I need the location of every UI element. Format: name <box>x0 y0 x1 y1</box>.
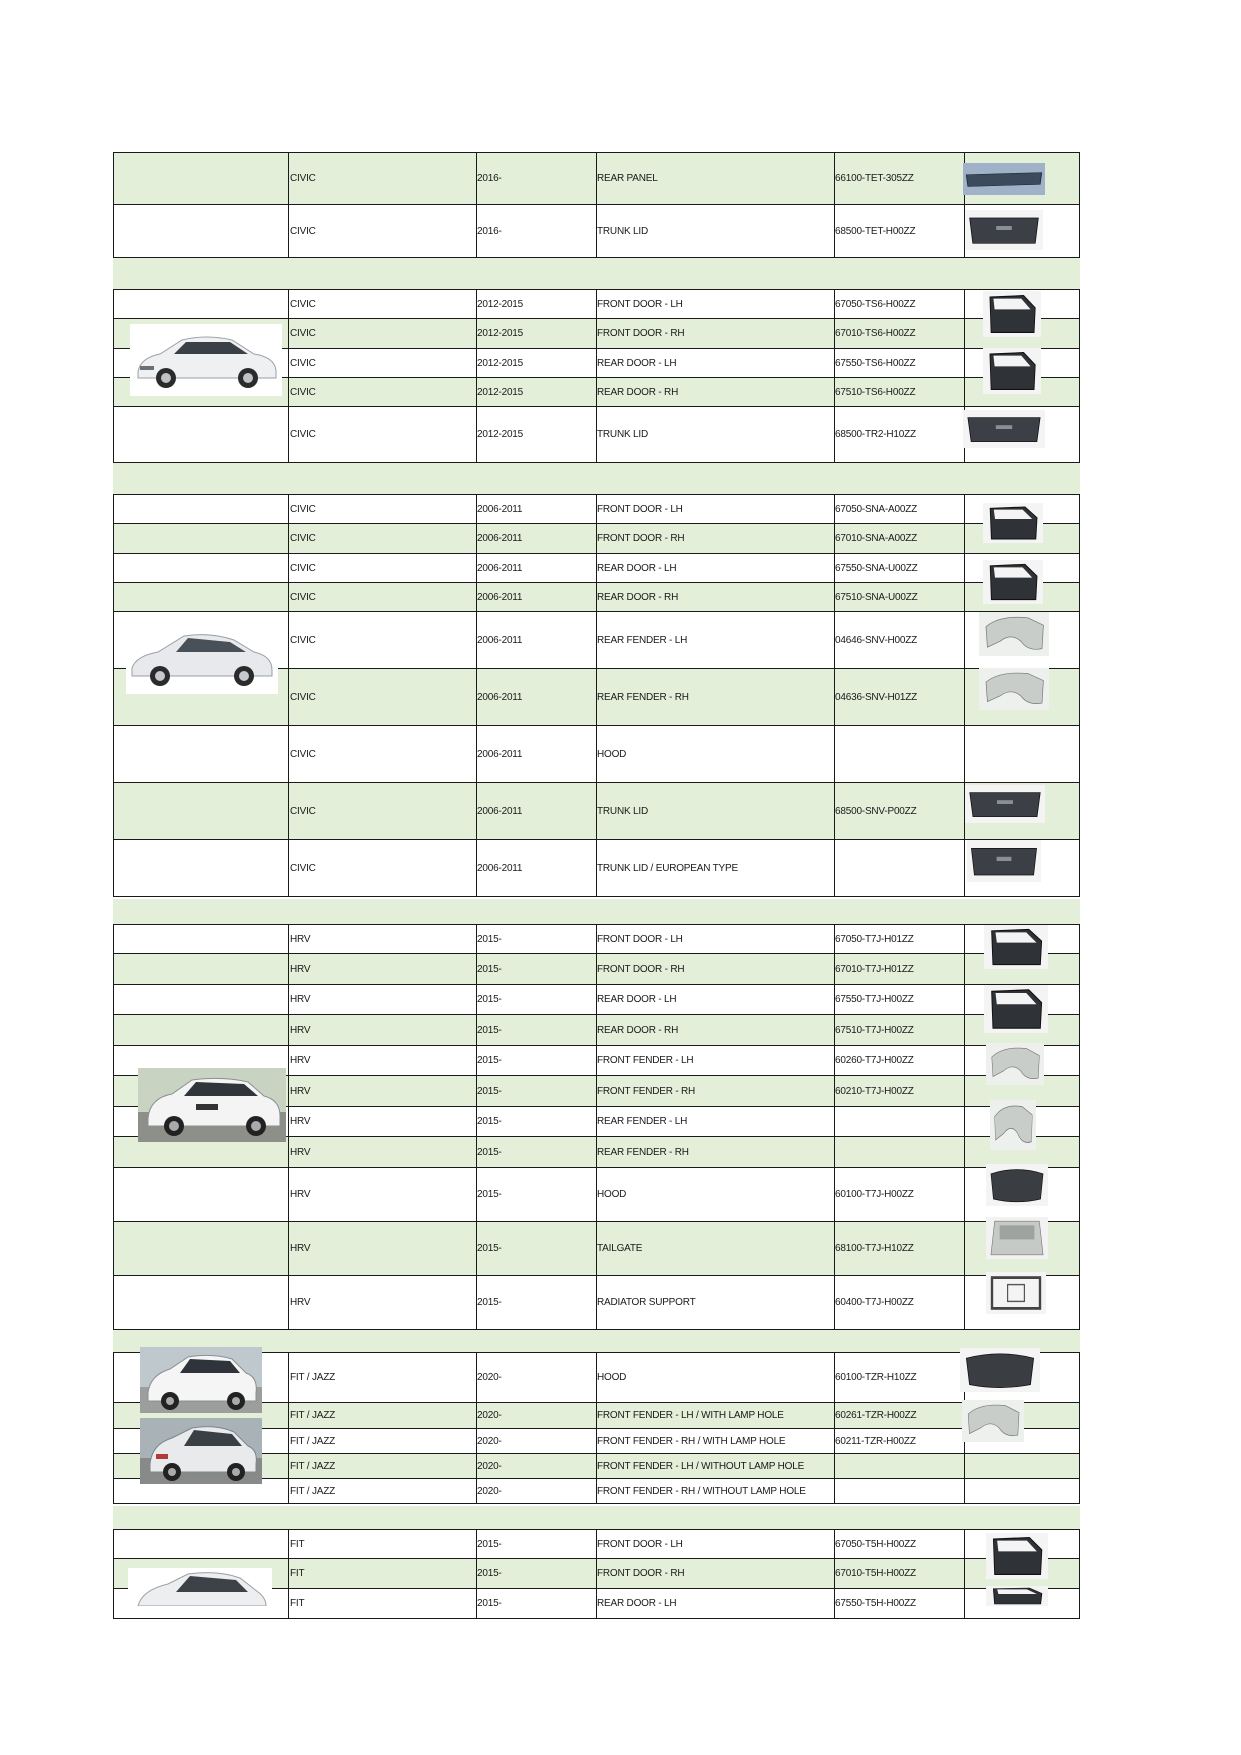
door-panel-icon <box>983 560 1043 604</box>
part-cell: TRUNK LID <box>597 225 648 237</box>
column-divider <box>288 1454 289 1478</box>
year-cell: 2016- <box>477 225 502 237</box>
year-cell: 2015- <box>477 1116 502 1127</box>
year-cell: 2020- <box>477 1485 502 1497</box>
year-cell: 2015- <box>477 933 502 945</box>
part-cell: REAR DOOR - LH <box>597 357 677 369</box>
column-divider <box>964 1276 965 1329</box>
column-divider <box>964 524 965 553</box>
year-cell: 2015- <box>477 1024 502 1036</box>
fender-icon <box>979 668 1049 710</box>
rear-panel-icon <box>963 163 1045 195</box>
column-divider <box>288 290 289 318</box>
column-divider <box>288 726 289 782</box>
column-divider <box>288 1107 289 1136</box>
year-cell: 2006-2011 <box>477 634 523 646</box>
partno-cell: 67510-T7J-H00ZZ <box>835 1024 914 1036</box>
table-row <box>113 1168 1080 1222</box>
year-cell: 2006-2011 <box>477 562 523 574</box>
column-divider <box>288 205 289 257</box>
fit-2015-hatchback-photo <box>128 1568 272 1606</box>
section-spacer <box>113 899 1080 924</box>
column-divider <box>288 669 289 725</box>
column-divider <box>288 319 289 348</box>
partno-cell: 66100-TET-305ZZ <box>835 173 914 184</box>
trunk-lid-icon <box>965 210 1043 250</box>
part-cell: FRONT FENDER - RH / WITH LAMP HOLE <box>597 1435 786 1447</box>
column-divider <box>834 1107 835 1136</box>
model-cell: HRV <box>290 963 311 975</box>
partno-cell: 04636-SNV-H01ZZ <box>835 691 918 703</box>
column-divider <box>964 495 965 523</box>
table-row <box>113 1015 1080 1046</box>
year-cell: 2015- <box>477 1085 502 1097</box>
model-cell: FIT / JAZZ <box>290 1372 336 1383</box>
column-divider <box>964 1454 965 1478</box>
partno-cell: 60210-T7J-H00ZZ <box>835 1085 914 1097</box>
trunk-lid-icon <box>965 785 1045 823</box>
partno-cell: 67050-T5H-H00ZZ <box>835 1538 916 1550</box>
year-cell: 2015- <box>477 1598 502 1609</box>
column-divider <box>288 985 289 1014</box>
column-divider <box>288 1429 289 1453</box>
model-cell: HRV <box>290 1189 311 1200</box>
partno-cell: 68100-T7J-H10ZZ <box>835 1243 914 1254</box>
model-cell: CIVIC <box>290 503 316 515</box>
year-cell: 2012-2015 <box>477 429 524 440</box>
trunk-lid-icon <box>967 840 1041 882</box>
column-divider <box>964 1530 965 1558</box>
table-row <box>113 1222 1080 1276</box>
column-divider <box>288 407 289 462</box>
hrv-2015-suv-photo <box>138 1068 286 1142</box>
model-cell: HRV <box>290 1146 311 1158</box>
model-cell: CIVIC <box>290 386 316 398</box>
model-cell: FIT <box>290 1568 305 1579</box>
radiator-support-icon <box>986 1272 1046 1314</box>
part-cell: TRUNK LID <box>597 429 648 440</box>
column-divider <box>288 1589 289 1618</box>
model-cell: FIT / JAZZ <box>290 1460 336 1472</box>
column-divider <box>288 378 289 406</box>
column-divider <box>288 1015 289 1045</box>
model-cell: FIT / JAZZ <box>290 1410 336 1421</box>
table-row <box>113 289 1080 319</box>
year-cell: 2015- <box>477 1297 502 1308</box>
partno-cell: 60100-T7J-H00ZZ <box>835 1189 914 1200</box>
model-cell: HRV <box>290 1055 311 1066</box>
column-divider <box>288 524 289 553</box>
model-cell: HRV <box>290 1116 311 1127</box>
column-divider <box>964 1168 965 1221</box>
column-divider <box>834 840 835 896</box>
civic-2006-sedan-photo <box>126 622 278 694</box>
column-divider <box>288 840 289 896</box>
year-cell: 2016- <box>477 173 502 184</box>
column-divider <box>288 1403 289 1428</box>
table-row <box>113 152 1080 205</box>
year-cell: 2015- <box>477 994 502 1005</box>
part-cell: FRONT DOOR - RH <box>597 533 685 544</box>
year-cell: 2006-2011 <box>477 503 523 515</box>
column-divider <box>964 1015 965 1045</box>
column-divider <box>288 1559 289 1588</box>
part-cell: REAR DOOR - RH <box>597 386 679 398</box>
part-cell: FRONT FENDER - LH <box>597 1055 694 1066</box>
part-cell: HOOD <box>597 1372 627 1383</box>
model-cell: CIVIC <box>290 591 316 603</box>
part-cell: HOOD <box>597 1189 627 1200</box>
part-cell: REAR PANEL <box>597 173 658 184</box>
column-divider <box>964 1137 965 1167</box>
column-divider <box>964 669 965 725</box>
partno-cell: 67010-T5H-H00ZZ <box>835 1568 916 1579</box>
part-cell: REAR DOOR - RH <box>597 591 679 603</box>
partno-cell: 67010-SNA-A00ZZ <box>835 533 918 544</box>
part-cell: HOOD <box>597 748 627 760</box>
column-divider <box>964 612 965 668</box>
column-divider <box>288 925 289 953</box>
column-divider <box>288 1222 289 1275</box>
door-panel-icon <box>986 1586 1048 1606</box>
section-spacer <box>113 463 1080 494</box>
year-cell: 2015- <box>477 1243 502 1254</box>
hood-icon <box>960 1348 1040 1392</box>
column-divider <box>288 1276 289 1329</box>
column-divider <box>964 1559 965 1588</box>
part-cell: REAR FENDER - RH <box>597 691 689 703</box>
table-row <box>113 840 1080 897</box>
partno-cell: 67550-T7J-H00ZZ <box>835 994 914 1005</box>
column-divider <box>964 319 965 348</box>
column-divider <box>964 1589 965 1618</box>
model-cell: HRV <box>290 1243 311 1254</box>
column-divider <box>288 554 289 582</box>
part-cell: REAR DOOR - LH <box>597 1598 677 1609</box>
year-cell: 2020- <box>477 1435 502 1447</box>
model-cell: CIVIC <box>290 225 316 237</box>
door-panel-icon <box>986 1533 1048 1579</box>
tailgate-icon <box>986 1217 1048 1259</box>
model-cell: CIVIC <box>290 429 316 440</box>
model-cell: CIVIC <box>290 533 316 544</box>
hood-icon <box>986 1164 1048 1206</box>
column-divider <box>288 612 289 668</box>
model-cell: CIVIC <box>290 634 316 646</box>
table-row <box>113 494 1080 524</box>
year-cell: 2015- <box>477 1189 502 1200</box>
table-row <box>113 1529 1080 1559</box>
column-divider <box>288 1353 289 1402</box>
part-cell: FRONT FENDER - LH / WITHOUT LAMP HOLE <box>597 1460 805 1472</box>
column-divider <box>964 925 965 953</box>
year-cell: 2012-2015 <box>477 298 524 310</box>
part-cell: REAR FENDER - LH <box>597 634 688 646</box>
part-cell: REAR FENDER - RH <box>597 1146 689 1158</box>
partno-cell: 68500-TET-H00ZZ <box>835 225 916 237</box>
column-divider <box>288 1046 289 1075</box>
part-cell: TRUNK LID / EUROPEAN TYPE <box>597 862 738 874</box>
model-cell: CIVIC <box>290 691 316 703</box>
column-divider <box>288 954 289 984</box>
year-cell: 2015- <box>477 1568 502 1579</box>
table-row <box>113 407 1080 463</box>
door-panel-icon <box>983 503 1043 543</box>
year-cell: 2006-2011 <box>477 533 523 544</box>
column-divider <box>964 1107 965 1136</box>
model-cell: HRV <box>290 933 311 945</box>
partno-cell: 67050-SNA-A00ZZ <box>835 503 918 515</box>
partno-cell: 67010-TS6-H00ZZ <box>835 328 916 339</box>
partno-cell: 04646-SNV-H00ZZ <box>835 634 918 646</box>
model-cell: FIT <box>290 1538 305 1550</box>
model-cell: CIVIC <box>290 328 316 339</box>
partno-cell: 67550-T5H-H00ZZ <box>835 1598 916 1609</box>
table-row <box>113 554 1080 583</box>
column-divider <box>834 1454 835 1478</box>
year-cell: 2012-2015 <box>477 328 524 339</box>
table-row <box>113 205 1080 258</box>
part-cell: REAR FENDER - LH <box>597 1116 688 1127</box>
model-cell: HRV <box>290 994 311 1005</box>
table-row <box>113 583 1080 612</box>
column-divider <box>964 290 965 318</box>
column-divider <box>964 1222 965 1275</box>
part-cell: FRONT FENDER - RH <box>597 1085 696 1097</box>
column-divider <box>288 1479 289 1503</box>
column-divider <box>834 1479 835 1503</box>
column-divider <box>288 1530 289 1558</box>
fender-icon <box>986 1043 1044 1085</box>
partno-cell: 67550-TS6-H00ZZ <box>835 357 916 369</box>
column-divider <box>834 726 835 782</box>
model-cell: CIVIC <box>290 562 316 574</box>
model-cell: CIVIC <box>290 357 316 369</box>
partno-cell: 68500-SNV-P00ZZ <box>835 805 917 817</box>
door-panel-icon <box>984 985 1048 1033</box>
partno-cell: 67050-TS6-H00ZZ <box>835 298 916 310</box>
column-divider <box>288 1168 289 1221</box>
column-divider <box>964 378 965 406</box>
part-cell: FRONT DOOR - LH <box>597 503 683 515</box>
column-divider <box>288 495 289 523</box>
year-cell: 2006-2011 <box>477 691 523 703</box>
section-spacer <box>113 258 1080 289</box>
fender-icon <box>990 1100 1036 1150</box>
partno-cell: 67050-T7J-H01ZZ <box>835 933 914 945</box>
model-cell: CIVIC <box>290 748 316 760</box>
year-cell: 2012-2015 <box>477 386 524 398</box>
model-cell: CIVIC <box>290 173 316 184</box>
column-divider <box>964 726 965 782</box>
partno-cell: 68500-TR2-H10ZZ <box>835 429 916 440</box>
partno-cell: 60100-TZR-H10ZZ <box>835 1372 917 1383</box>
fender-icon <box>979 612 1049 656</box>
year-cell: 2015- <box>477 1538 502 1550</box>
table-row <box>113 524 1080 554</box>
partno-cell: 67510-TS6-H00ZZ <box>835 386 916 398</box>
model-cell: HRV <box>290 1297 311 1308</box>
part-cell: FRONT FENDER - RH / WITHOUT LAMP HOLE <box>597 1485 806 1497</box>
year-cell: 2015- <box>477 1055 502 1066</box>
model-cell: HRV <box>290 1024 311 1036</box>
table-row <box>113 924 1080 954</box>
year-cell: 2012-2015 <box>477 357 524 369</box>
column-divider <box>964 954 965 984</box>
column-divider <box>288 153 289 204</box>
model-cell: CIVIC <box>290 862 316 874</box>
section-spacer <box>113 1506 1080 1529</box>
part-cell: REAR DOOR - LH <box>597 994 677 1005</box>
partno-cell: 67010-T7J-H01ZZ <box>835 963 914 975</box>
table-row <box>113 985 1080 1015</box>
partno-cell: 60400-T7J-H00ZZ <box>835 1297 914 1308</box>
part-cell: TAILGATE <box>597 1243 643 1254</box>
partno-cell: 67550-SNA-U00ZZ <box>835 562 918 574</box>
model-cell: FIT / JAZZ <box>290 1435 336 1447</box>
part-cell: FRONT DOOR - LH <box>597 933 683 945</box>
model-cell: CIVIC <box>290 805 316 817</box>
model-cell: HRV <box>290 1085 311 1097</box>
year-cell: 2020- <box>477 1372 502 1383</box>
part-cell: FRONT FENDER - LH / WITH LAMP HOLE <box>597 1410 784 1421</box>
column-divider <box>964 985 965 1014</box>
column-divider <box>964 1046 965 1075</box>
fender-icon <box>962 1400 1024 1442</box>
table-row <box>113 954 1080 985</box>
column-divider <box>964 554 965 582</box>
part-cell: FRONT DOOR - RH <box>597 963 685 975</box>
part-cell: REAR DOOR - LH <box>597 562 677 574</box>
year-cell: 2015- <box>477 963 502 975</box>
column-divider <box>288 349 289 377</box>
partno-cell: 67510-SNA-U00ZZ <box>835 591 918 603</box>
column-divider <box>964 349 965 377</box>
column-divider <box>288 583 289 611</box>
part-cell: FRONT DOOR - RH <box>597 1568 685 1579</box>
part-cell: REAR DOOR - RH <box>597 1024 679 1036</box>
year-cell: 2006-2011 <box>477 862 523 874</box>
door-panel-icon <box>983 348 1041 394</box>
column-divider <box>964 840 965 896</box>
column-divider <box>834 1137 835 1167</box>
part-cell: FRONT DOOR - RH <box>597 328 685 339</box>
table-row <box>113 726 1080 783</box>
civic-2012-sedan-photo <box>130 324 282 396</box>
year-cell: 2006-2011 <box>477 805 523 817</box>
fit-2020-rear-photo <box>140 1418 262 1484</box>
model-cell: CIVIC <box>290 298 316 310</box>
partno-cell: 60261-TZR-H00ZZ <box>835 1410 917 1421</box>
door-panel-icon <box>983 291 1041 337</box>
column-divider <box>288 1137 289 1167</box>
column-divider <box>288 1076 289 1106</box>
door-panel-icon <box>984 925 1048 969</box>
partno-cell: 60211-TZR-H00ZZ <box>835 1435 916 1447</box>
model-cell: FIT / JAZZ <box>290 1485 336 1497</box>
table-row <box>113 783 1080 840</box>
model-cell: FIT <box>290 1598 305 1609</box>
year-cell: 2006-2011 <box>477 748 523 760</box>
year-cell: 2006-2011 <box>477 591 523 603</box>
part-cell: TRUNK LID <box>597 805 648 817</box>
column-divider <box>964 1076 965 1106</box>
column-divider <box>964 583 965 611</box>
partno-cell: 60260-T7J-H00ZZ <box>835 1055 914 1066</box>
year-cell: 2020- <box>477 1410 502 1421</box>
year-cell: 2015- <box>477 1146 502 1158</box>
trunk-lid-icon <box>963 410 1045 448</box>
column-divider <box>964 1479 965 1503</box>
table-row <box>113 1276 1080 1330</box>
year-cell: 2020- <box>477 1460 502 1472</box>
part-cell: RADIATOR SUPPORT <box>597 1297 696 1308</box>
part-cell: FRONT DOOR - LH <box>597 298 683 310</box>
fit-2020-front-photo <box>140 1347 262 1413</box>
column-divider <box>288 783 289 839</box>
part-cell: FRONT DOOR - LH <box>597 1538 683 1550</box>
